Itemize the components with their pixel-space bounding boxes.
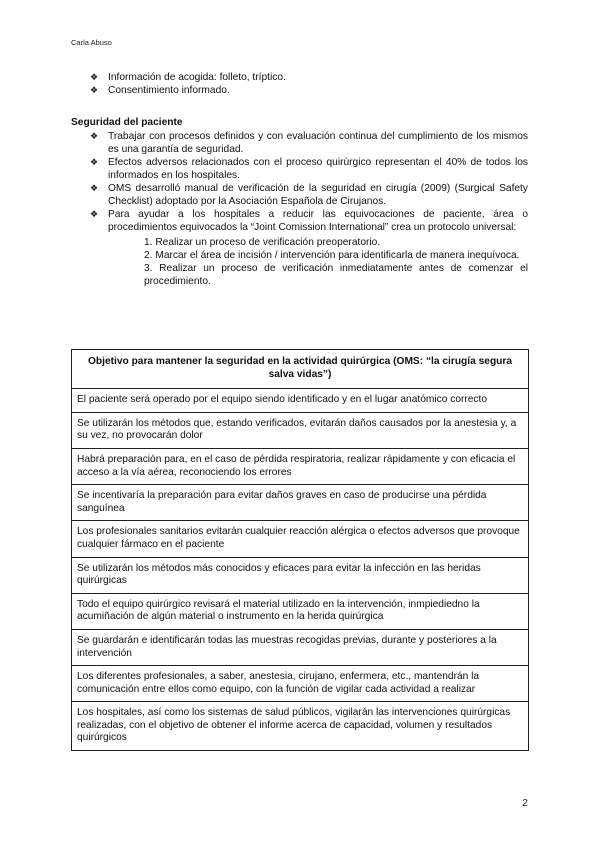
table-header-row (72, 350, 529, 389)
table-row (72, 412, 529, 448)
diamond-bullet-icon: ❖ (90, 85, 99, 96)
diamond-bullet-icon: ❖ (90, 73, 99, 83)
table-cell: Se guardarán e identificarán todas las muestras recogidas previas, durante y posteriores a la intervención (72, 629, 529, 665)
safety-objectives-table (71, 349, 529, 751)
bullet-text: Información de acogida: folleto, tríptico. (108, 72, 286, 83)
author-header: Carla Abuso (71, 38, 112, 47)
protocol-step: 2. Marcar el área de incisión / intervención para identificarla de manera inequívoca. (144, 249, 520, 261)
bullet-text: OMS desarrolló manual de verificación de la seguridad en cirugía (2009) (Surgical Safety Checklist) adoptado por la Asociación Española de Cirujanos. (108, 183, 528, 207)
table-row (72, 485, 529, 521)
table-cell: Se utilizarán los métodos que, estando verificados, evitarán daños causados por la anestesia y, a su vez, no provocarán dolor (72, 412, 529, 448)
bullet-text: Consentimiento informado. (108, 84, 230, 96)
table-row (72, 389, 529, 413)
section-title: Seguridad del paciente (71, 117, 183, 128)
protocol-steps (144, 236, 528, 288)
table-row (72, 521, 529, 557)
protocol-step: 1. Realizar un proceso de verificación preoperatorio. (144, 236, 381, 248)
table-header: Objetivo para mantener la seguridad en la actividad quirúrgica (OMS: “la cirugía segura salva vidas”) (72, 350, 529, 389)
list-item (90, 183, 528, 209)
table-cell: Todo el equipo quirúrgico revisará el material utilizado en la intervención, inmpiediedno la acumiñación de algún material o instrumento en la herida quirúrgica (72, 593, 529, 629)
list-item (90, 209, 528, 235)
table-row (72, 666, 529, 702)
table-row (72, 629, 529, 665)
list-item (90, 72, 530, 85)
safety-bullet-list (90, 131, 528, 288)
list-item (90, 131, 528, 157)
table-cell: Se incentivaría la preparación para evitar daños graves en caso de producirse una pérdida sanguínea (72, 485, 529, 521)
table-cell: Los diferentes profesionales, a saber, anestesia, cirujano, enfermera, etc., mantendrán la comunicación entre ellos como equipo, con la función de vigilar cada actividad a realizar (72, 666, 529, 702)
table-cell: Los hospitales, así como los sistemas de salud públicos, vigilarán las intervenciones quirúrgicas realizadas, con el objetivo de obtener el informe acerca de capacidad, volumen y resultados quirúrgicos (72, 702, 529, 751)
table-cell: Se utilizarán los métodos más conocidos y eficaces para evitar la infección en las heridas quirúrgicas (72, 557, 529, 593)
bullet-text: Efectos adversos relacionados con el proceso quirúrgico representan el 40% de todos los informados en los hospitales. (108, 157, 528, 181)
table-cell: Habrá preparación para, en el caso de pérdida respiratoria, realizar rápidamente y con eficacia el acceso a la vía aérea, reconociendo los errores (72, 448, 529, 484)
table-row (72, 593, 529, 629)
table-cell: Los profesionales sanitarios evitarán cualquier reacción alérgica o efectos adversos que provoque cualquier fármaco en el paciente (72, 521, 529, 557)
table-row (72, 557, 529, 593)
protocol-step: 3. Realizar un proceso de verificación inmediatamente antes de comenzar el procedimiento. (144, 262, 528, 287)
table-row (72, 448, 529, 484)
diamond-bullet-icon: ❖ (90, 184, 99, 195)
diamond-bullet-icon: ❖ (90, 132, 99, 142)
list-item (90, 157, 528, 183)
list-item (90, 85, 530, 98)
page-number: 2 (522, 797, 528, 809)
diamond-bullet-icon: ❖ (90, 158, 99, 169)
diamond-bullet-icon: ❖ (90, 210, 99, 221)
top-bullet-list (90, 72, 530, 98)
table-row (72, 702, 529, 751)
table-cell: El paciente será operado por el equipo siendo identificado y en el lugar anatómico correcto (72, 389, 529, 413)
bullet-text: Para ayudar a los hospitales a reducir las equivocaciones de paciente, área o procedimientos equivocados la “Joint Comission International” crea un protocolo universal: (108, 209, 528, 234)
bullet-text: Trabajar con procesos definidos y con evaluación continua del cumplimiento de los mismos es una garantía de seguridad. (108, 131, 528, 155)
